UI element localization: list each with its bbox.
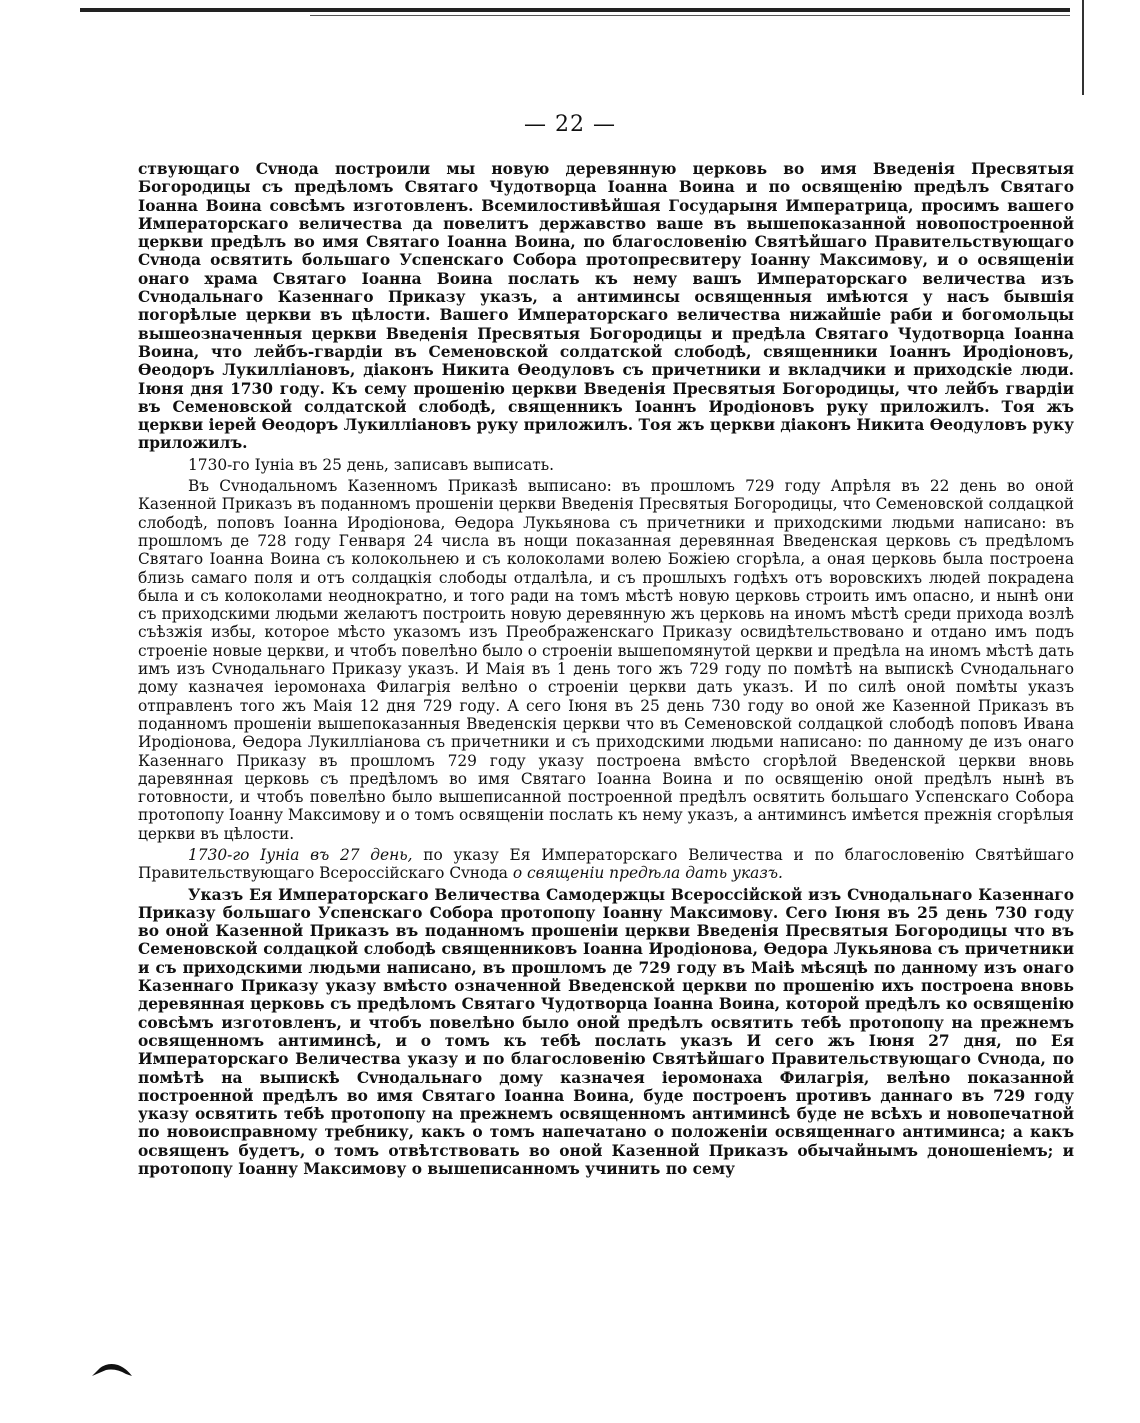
paragraph-extract: Въ Сvнодальномъ Казенномъ Приказѣ выписано: въ прошломъ 729 году Апрѣля въ 22 день во оной Казенной Приказъ въ поданномъ прошеніи церкви Введенія Пресвятыя Богородицы, что Семеновской солдацкой слободѣ, поповъ Іоанна Иродіонова, Ѳедора Лукьянова съ причетники и приходскими людьми написано: въ прошломъ де 728 году Генваря 24 числа въ нощи показанная деревянная Введенская церковь съ предѣломъ Святаго Іоанна Воина съ колокольнею и съ колоколами волею Божіею сгорѣла, а оная церковь была построена близь самаго поля и отъ солдацкія слободы отдалѣла, и съ прошлыхъ годѣхъ отъ воровскихъ людей покрадена была и съ колоколами неоднократно, и того ради на томъ мѣстѣ новую церковь строить имъ опасно, и нынѣ они съ приходскими людьми желаютъ построить новую деревянную жъ церковь на иномъ мѣстѣ среди прихода возлѣ съѣзжія избы, которое мѣсто указомъ изъ Преображенскаго Приказу освидѣтельствовано и отдано имъ подъ строеніе новые церкви, и чтобъ повелѣно было о строеніи вышепомянутой церкви и предѣла на иномъ мѣстѣ дать имъ изъ Сvнодальнаго Приказу указъ. И Маія въ 1 день того жъ 729 году по помѣтѣ на выпискѣ Сvнодальнаго дому казначея іеромонаха Филагрія велѣно о строеніи церкви дать указъ. И по силѣ оной помѣты указъ отправленъ того жъ Маія 12 дня 729 году. А сего Іюня въ 25 день 730 году во оной же Казенной Приказъ въ поданномъ прошеніи вышепоказанныя Введенскія церкви что въ Семеновской солдацкой слободѣ поповъ Ивана Иродіонова, Ѳедора Лукилліанова съ причетники и съ приходскими людьми написано: по данному де изъ онаго Казеннаго Приказу въ прошломъ 729 году указу построена вмѣсто сгорѣлой Введенской церкви вновь даревянная церковь съ предѣломъ во имя Святаго Іоанна Воина и по освященію оной предѣлъ нынѣ въ готовности, и чтобъ повелѣно было вышеписанной построенной предѣлъ освятить большаго Успенскаго Собора протопопу Іоанну Максимову и о томъ освященіи послать къ нему указъ, а антиминсъ имѣется прежнія сгорѣлыя церкви въ цѣлости. <box>138 477 1074 843</box>
resolution-subject: о священіи предѣла дать указъ. <box>512 864 783 883</box>
paragraph-resolution-27 <box>138 846 1074 883</box>
page-number: — 22 — <box>524 112 616 137</box>
paragraph-resolution-25: 1730-го Іуніа въ 25 день, записавъ выписать. <box>188 455 555 474</box>
resolution-text: по указу Ея Императорскаго Величества и по благословенію Святѣйшаго Правительствующаго Всероссійскаго Сvнода <box>138 845 1074 883</box>
paragraph-petition: ствующаго Сvнода построили мы новую деревянную церковь во имя Введенія Пресвятыя Богородицы съ предѣломъ Святаго Чудотворца Іоанна Воина и по освященію предѣлъ Святаго Іоанна Воина совсѣмъ изготовленъ. Всемилостивѣйшая Государыня Императрица, просимъ вашего Императорскаго величества да повелитъ державство ваше въ вышепоказанной новопостроенной церкви предѣлъ во имя Святаго Іоанна Воина, по благословенію Святѣйшаго Правительствующаго Сvнода освятить большаго Успенскаго Собора протопресвитеру Іоанну Максимову, и о освященіи онаго храма Святаго Іоанна Воина послать къ нему вашъ Императорскаго величества изъ Сvнодальнаго Казеннаго Приказу указъ, а антиминсы освященныя имѣются у насъ бывшія погорѣлые церкви въ цѣлости. Вашего Императорскаго величества нижайшіе раби и богомольцы вышеозначенныя церкви Введенія Пресвятыя Богородицы и предѣла Святаго Чудотворца Іоанна Воина, что лейбъ-гвардіи въ Семеновской солдатской слободѣ, священники Іоаннъ Иродіоновъ, Ѳеодоръ Лукилліановъ, діаконъ Никита Ѳеодуловъ съ причетники и вкладчики и приходскіе люди. Іюня дня 1730 году. Къ сему прошенію церкви Введенія Пресвятыя Богородицы, что лейбъ гвардіи въ Семеновской солдатской слободѣ, священникъ Іоаннъ Иродіоновъ руку приложилъ. Тоя жъ церкви іерей Ѳеодоръ Лукилліановъ руку приложилъ. Тоя жъ церкви діаконъ Никита Ѳеодуловъ руку приложилъ. <box>138 160 1074 453</box>
top-border-thin-rule <box>310 15 1070 16</box>
corner-scan-mark <box>92 1362 134 1378</box>
document-body <box>138 160 1074 1178</box>
resolution-date: 1730-го Іуніа въ 27 день, <box>188 845 413 864</box>
right-margin-mark <box>1082 0 1084 95</box>
top-border-rule <box>80 8 1070 12</box>
paragraph-decree: Указъ Ея Императорскаго Величества Самодержцы Всероссійской изъ Сvнодальнаго Казеннаго Приказу большаго Успенскаго Собора протопопу Іоанну Максимову. Сего Іюня въ 25 день 730 году во оной Казенной Приказъ въ поданномъ прошеніи церкви Введенія Пресвятыя Богородицы что въ Семеновской солдацкой слободѣ священниковъ Іоанна Иродіонова, Ѳедора Лукьянова съ причетники и съ приходскими людьми написано, въ прошломъ де 729 году въ Маіѣ мѣсяцѣ по данному изъ онаго Казеннаго Приказу указу вмѣсто означенной Введенской церкви по прошенію ихъ построена вновь деревянная церковь съ предѣломъ Святаго Чудотворца Іоанна Воина, которой предѣлъ ко освященію совсѣмъ изготовленъ, и чтобъ повелѣно было оной предѣлъ освятить тебѣ протопопу на прежнемъ освященномъ антиминсѣ, и о томъ къ тебѣ послать указъ И сего жъ Іюня 27 дня, по Ея Императорскаго Величества указу и по благословенію Святѣйшаго Правительствующаго Сvнода, по помѣтѣ на выпискѣ Сvнодальнаго дому казначея іеромонаха Филагрія, велѣно показанной построенной предѣлъ во имя Святаго Іоанна Воина, буде построенъ противъ даннаго въ 729 году указу освятить тебѣ протопопу на прежнемъ освященномъ антиминсѣ буде не всѣхъ и новопечатной по новоисправному требнику, какъ о томъ напечатано о положеніи освященнаго антиминса; а какъ освященъ будетъ, о томъ отвѣтствовать во оной Казенной Приказъ обычайнымъ доношеніемъ; и протопопу Іоанну Максимову о вышеписанномъ учинить по сему <box>138 885 1074 1179</box>
